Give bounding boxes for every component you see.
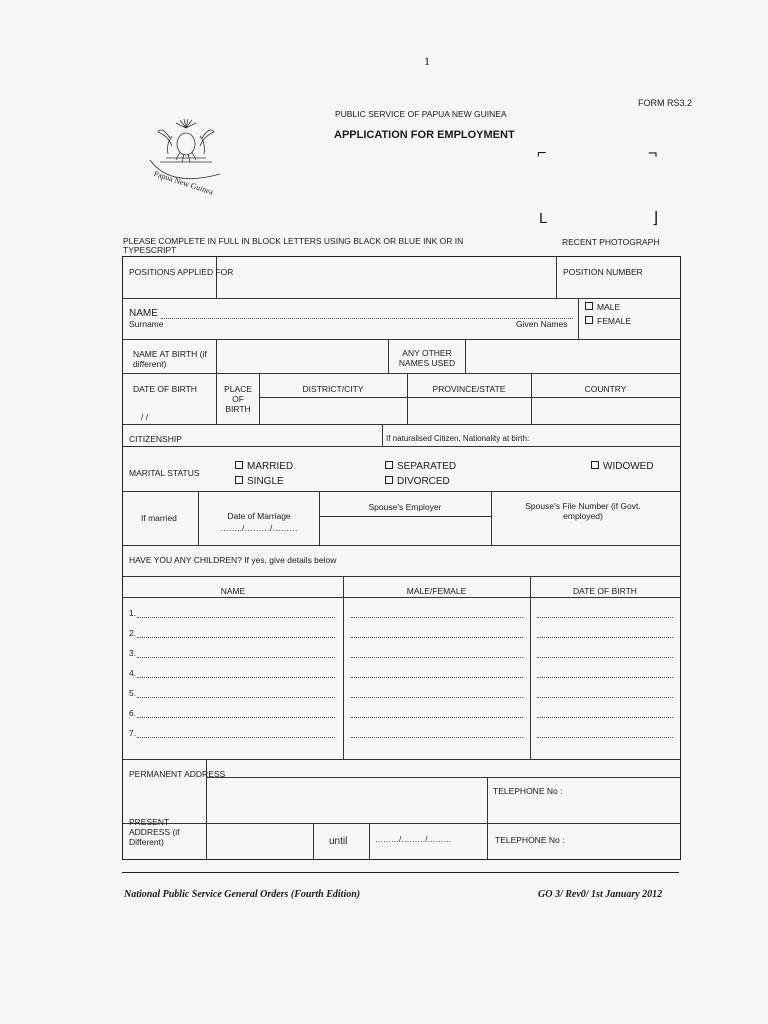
child-dob-field[interactable]	[537, 697, 673, 698]
given-names-label: Given Names	[516, 319, 568, 329]
child-dob-field[interactable]	[537, 617, 673, 618]
date-of-birth-label: DATE OF BIRTH	[133, 384, 197, 394]
naturalised-label: If naturalised Citizen, Nationality at birth:	[386, 434, 530, 443]
position-number-label: POSITION NUMBER	[563, 267, 643, 277]
photo-corner-tl: ⌐	[537, 145, 547, 162]
child-dob-field[interactable]	[537, 677, 673, 678]
spouse-file-number-label: Spouse's File Number (if Govt. employed)	[525, 501, 641, 521]
child-sex-field[interactable]	[351, 697, 523, 698]
child-row-number: 7.	[129, 728, 137, 738]
child-dob-field[interactable]	[537, 717, 673, 718]
child-sex-field[interactable]	[351, 657, 523, 658]
child-name-field[interactable]	[137, 637, 335, 638]
form-code: FORM RS3.2	[638, 98, 693, 108]
child-row-number: 4.	[129, 668, 137, 678]
single-option[interactable]: SINGLE	[235, 476, 284, 487]
child-name-field[interactable]	[137, 697, 335, 698]
child-dob-field[interactable]	[537, 637, 673, 638]
date-of-marriage-label: Date of Marriage	[227, 511, 291, 521]
marriage-date-blank: ……../………/………	[220, 523, 298, 533]
child-name-field[interactable]	[137, 677, 335, 678]
child-sex-field[interactable]	[351, 737, 523, 738]
male-option[interactable]: MALE	[585, 302, 620, 312]
footer-rule	[122, 872, 679, 873]
child-dob-field[interactable]	[537, 657, 673, 658]
agency-name: PUBLIC SERVICE OF PAPUA NEW GUINEA	[335, 109, 507, 119]
telephone-2-label: TELEPHONE No :	[495, 835, 565, 845]
instructions: PLEASE COMPLETE IN FULL IN BLOCK LETTERS USING BLACK OR BLUE INK OR IN TYPESCRIPT	[123, 236, 464, 255]
until-label: until	[329, 836, 348, 847]
surname-label: Surname	[129, 319, 164, 329]
footer-right: GO 3/ Rev0/ 1st January 2012	[538, 889, 663, 900]
page-number: 1	[424, 54, 430, 68]
photo-corner-br: ⌋	[652, 210, 659, 227]
child-sex-field[interactable]	[351, 717, 523, 718]
permanent-address-label: PERMANENT ADDRESS	[129, 769, 226, 779]
children-question: HAVE YOU ANY CHILDREN? If yes, give details below	[129, 555, 337, 565]
child-name-field[interactable]	[137, 617, 335, 618]
children-header-sex: MALE/FEMALE	[406, 586, 467, 596]
divorced-checkbox[interactable]	[385, 476, 393, 484]
separated-checkbox[interactable]	[385, 461, 393, 469]
separated-option[interactable]: SEPARATED	[385, 461, 456, 472]
if-married-label: If married	[141, 513, 177, 523]
district-city-label: DISTRICT/CITY	[302, 384, 364, 394]
dob-slashes: / /	[141, 412, 149, 422]
photo-caption: RECENT PHOTOGRAPH	[562, 237, 660, 247]
children-header-dob: DATE OF BIRTH	[573, 586, 637, 596]
application-form	[122, 256, 681, 860]
child-name-field[interactable]	[137, 737, 335, 738]
widowed-option[interactable]: WIDOWED	[591, 461, 654, 472]
child-row-number: 2.	[129, 628, 137, 638]
child-sex-field[interactable]	[351, 677, 523, 678]
place-of-birth-label: PLACE OF BIRTH	[224, 384, 252, 414]
telephone-label: TELEPHONE No :	[493, 786, 563, 796]
photo-corner-bl: L	[539, 210, 548, 227]
emblem-text: Papua New Guinea	[152, 169, 215, 197]
child-row-number: 5.	[129, 688, 137, 698]
marital-status-label: MARITAL STATUS	[129, 468, 200, 478]
child-sex-field[interactable]	[351, 637, 523, 638]
married-checkbox[interactable]	[235, 461, 243, 469]
child-name-field[interactable]	[137, 717, 335, 718]
present-address-label: PRESENT ADDRESS (if Different)	[129, 817, 180, 847]
widowed-checkbox[interactable]	[591, 461, 599, 469]
divorced-option[interactable]: DIVORCED	[385, 476, 450, 487]
document-title: APPLICATION FOR EMPLOYMENT	[334, 129, 515, 141]
until-date-blank: ………/………/………	[375, 835, 452, 844]
name-at-birth-label: NAME AT BIRTH (if different)	[133, 349, 207, 369]
child-row-number: 6.	[129, 708, 137, 718]
child-row-number: 1.	[129, 608, 137, 618]
single-checkbox[interactable]	[235, 476, 243, 484]
other-names-label: ANY OTHER NAMES USED	[398, 348, 456, 368]
spouse-employer-label: Spouse's Employer	[368, 502, 442, 512]
footer-left: National Public Service General Orders (Fourth Edition)	[124, 889, 361, 900]
children-header-name: NAME	[220, 586, 246, 596]
child-row-number: 3.	[129, 648, 137, 658]
female-option[interactable]: FEMALE	[585, 316, 631, 326]
male-checkbox[interactable]	[585, 302, 593, 310]
photo-corner-tr: ¬	[648, 145, 658, 162]
married-option[interactable]: MARRIED	[235, 461, 293, 472]
citizenship-label: CITIZENSHIP	[129, 434, 182, 444]
country-label: COUNTRY	[584, 384, 627, 394]
child-dob-field[interactable]	[537, 737, 673, 738]
child-sex-field[interactable]	[351, 617, 523, 618]
child-name-field[interactable]	[137, 657, 335, 658]
province-state-label: PROVINCE/STATE	[432, 384, 506, 394]
name-label: NAME	[129, 308, 158, 319]
female-checkbox[interactable]	[585, 316, 593, 324]
png-emblem-icon	[140, 118, 232, 198]
positions-applied-label: POSITIONS APPLIED FOR	[129, 267, 234, 277]
